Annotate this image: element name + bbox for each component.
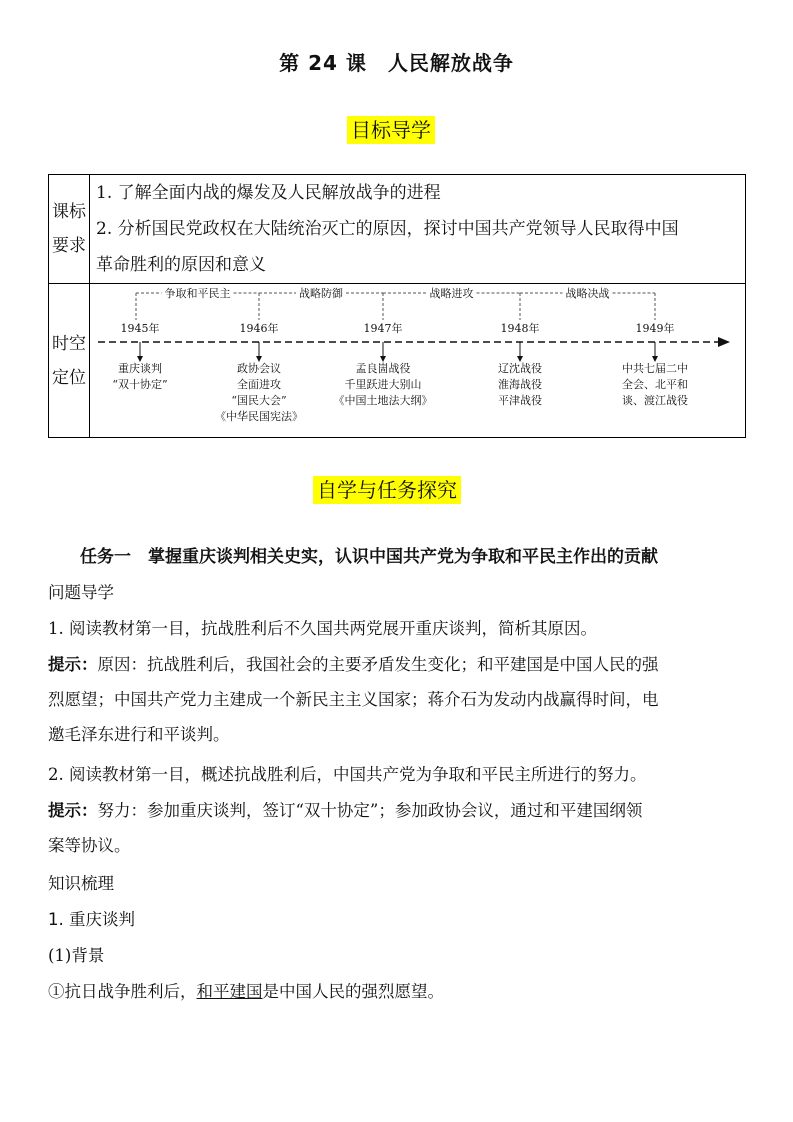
- phase-label: 战略进攻: [429, 287, 474, 300]
- event-label: 《中华民国宪法》: [215, 410, 303, 423]
- event-label: 千里跃进大别山: [344, 378, 422, 391]
- point-text: 是中国人民的强烈愿望。: [262, 982, 444, 1001]
- point-text: ①抗日战争胜利后，: [48, 982, 197, 1001]
- phase-label: 战略防御: [299, 287, 343, 300]
- year-label: 1945年: [120, 322, 160, 335]
- label-line: 时空: [52, 333, 86, 354]
- section-heading-goals: [347, 117, 435, 143]
- label-line: 定位: [52, 367, 86, 388]
- event-label: 政协会议: [237, 362, 281, 375]
- event-label: 平津战役: [498, 394, 542, 407]
- event-label: “双十协定”: [112, 378, 168, 391]
- answer-line: 案等协议。: [48, 836, 131, 855]
- question-1: 1. 阅读教材第一目，抗战胜利后不久国共两党展开重庆谈判，简析其原因。: [48, 619, 597, 638]
- label-line: 要求: [52, 236, 86, 256]
- event-label: 辽沈战役: [498, 362, 542, 375]
- underlined-key-term: 和平建国: [196, 982, 263, 1001]
- phase-label: 战略决战: [565, 287, 610, 300]
- objectives-table: [48, 174, 746, 438]
- knowledge-point-1: [48, 974, 748, 1009]
- question-2: 2. 阅读教材第一目，概述抗战胜利后，中国共产党为争取和平民主所进行的努力。: [48, 765, 647, 784]
- event-label: 全面进攻: [237, 378, 281, 391]
- section-heading-goals-text: 目标导学: [347, 116, 435, 144]
- year-label: 1946年: [239, 322, 279, 335]
- event-label: 全会、北平和: [622, 378, 688, 391]
- knowledge-heading: 知识梳理: [48, 874, 114, 893]
- event-label: “国民大会”: [231, 394, 287, 407]
- answer-2: [48, 793, 748, 863]
- section-heading-study: [313, 477, 461, 503]
- requirement-line: 2. 分析国民党政权在大陆统治灭亡的原因，探讨中国共产党领导人民取得中国: [96, 219, 679, 239]
- phase-label: 争取和平民主: [164, 287, 231, 300]
- label-curriculum-requirements: [49, 175, 90, 284]
- page-title: 第 24 课 人民解放战争: [279, 51, 514, 75]
- task-heading: 任务一 掌握重庆谈判相关史实，认识中国共产党为争取和平民主作出的贡献: [80, 547, 658, 567]
- answer-line: 烈愿望；中国共产党力主建成一个新民主主义国家；蒋介石为发动内战赢得时间，电: [48, 690, 659, 709]
- year-label: 1949年: [635, 322, 675, 335]
- answer-line: 努力：参加重庆谈判，签订“双十协定”；参加政协会议，通过和平建国纲领: [97, 801, 643, 820]
- knowledge-sub-background: (1)背景: [48, 946, 105, 965]
- requirements-cell: [90, 175, 746, 284]
- hint-label: 提示：: [48, 655, 98, 674]
- event-label: 孟良崮战役: [355, 362, 411, 375]
- knowledge-item-1: 1. 重庆谈判: [48, 910, 135, 929]
- year-label: 1948年: [500, 322, 540, 335]
- event-label: 《中国土地法大纲》: [333, 394, 433, 407]
- timeline-cell: [90, 284, 746, 438]
- timeline-diagram: [90, 284, 745, 437]
- event-label: 重庆谈判: [118, 362, 162, 375]
- year-label: 1947年: [363, 322, 403, 335]
- answer-line: 原因：抗战胜利后，我国社会的主要矛盾发生变化；和平建国是中国人民的强: [97, 655, 659, 674]
- label-line: 课标: [52, 202, 86, 222]
- event-label: 谈、渡江战役: [622, 394, 688, 407]
- hint-label: 提示：: [48, 801, 98, 820]
- label-time-space: [49, 284, 90, 438]
- timeline-arrowhead: [718, 337, 730, 347]
- event-label: 中共七届二中: [622, 362, 688, 375]
- answer-line: 邀毛泽东进行和平谈判。: [48, 725, 230, 744]
- section-heading-study-text: 自学与任务探究: [313, 476, 461, 504]
- guide-heading: 问题导学: [48, 583, 114, 602]
- requirement-line: 革命胜利的原因和意义: [96, 255, 266, 275]
- requirement-line: 1. 了解全面内战的爆发及人民解放战争的进程: [96, 183, 441, 203]
- answer-1: [48, 647, 748, 752]
- event-label: 淮海战役: [498, 378, 542, 391]
